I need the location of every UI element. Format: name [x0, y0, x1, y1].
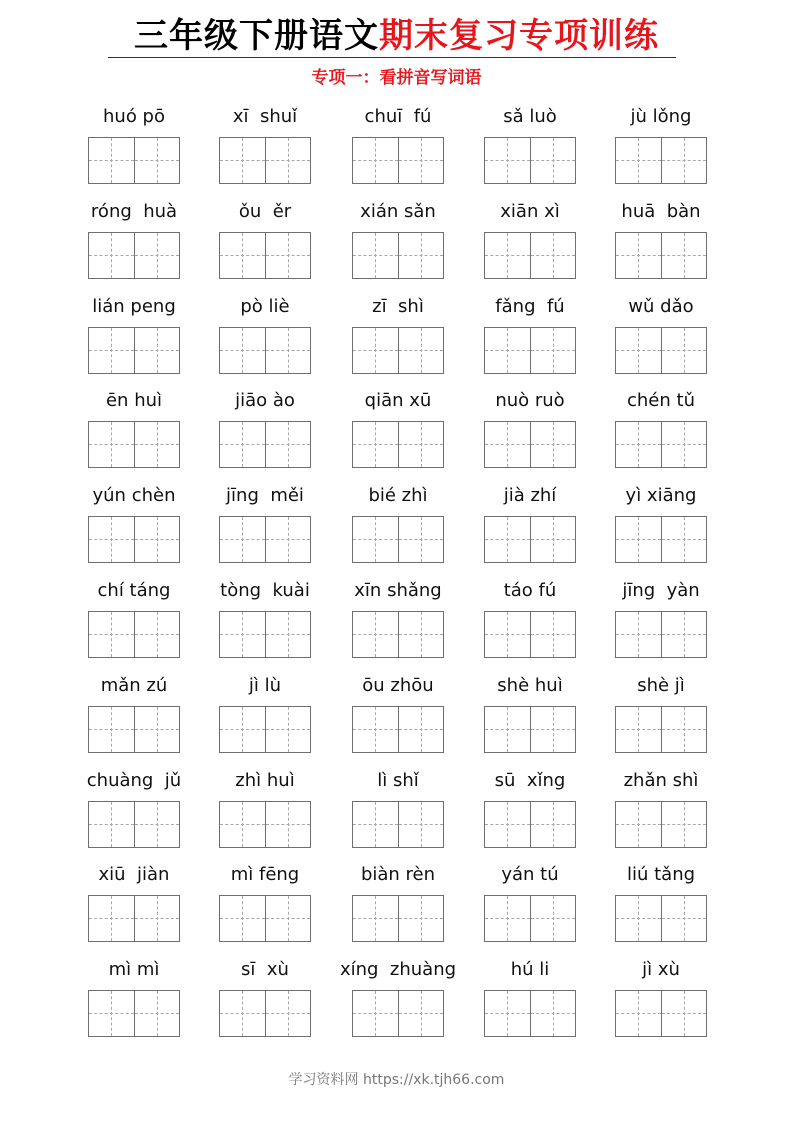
- pinyin-label: xiān xì: [500, 201, 560, 222]
- tianzige-box[interactable]: [485, 233, 530, 278]
- pinyin-label: biàn rèn: [360, 864, 436, 885]
- tianzige-box[interactable]: [661, 422, 706, 467]
- tianzige-box[interactable]: [530, 707, 575, 752]
- pinyin-label: fǎng fú: [495, 296, 565, 317]
- tianzige-box[interactable]: [398, 707, 443, 752]
- tianzige-box[interactable]: [616, 612, 661, 657]
- tianzige-box[interactable]: [89, 802, 134, 847]
- character-writing-boxes[interactable]: [352, 421, 444, 468]
- tianzige-box[interactable]: [485, 991, 530, 1036]
- tianzige-box[interactable]: [134, 328, 179, 373]
- tianzige-box[interactable]: [220, 517, 265, 562]
- tianzige-box[interactable]: [265, 328, 310, 373]
- tianzige-box[interactable]: [485, 422, 530, 467]
- tianzige-box[interactable]: [353, 233, 398, 278]
- pinyin-label: chén tǔ: [627, 390, 695, 411]
- pinyin-label: ōu zhōu: [362, 675, 434, 696]
- pinyin-label: jì lù: [248, 675, 282, 696]
- pinyin-label: chuī fú: [364, 106, 432, 127]
- character-writing-boxes[interactable]: [352, 516, 444, 563]
- tianzige-box[interactable]: [220, 991, 265, 1036]
- character-writing-boxes[interactable]: [88, 990, 180, 1037]
- pinyin-label: sǎ luò: [503, 106, 557, 127]
- pinyin-label: yì xiāng: [625, 485, 697, 506]
- tianzige-box[interactable]: [398, 517, 443, 562]
- tianzige-box[interactable]: [265, 612, 310, 657]
- tianzige-box[interactable]: [265, 517, 310, 562]
- character-writing-boxes[interactable]: [615, 706, 707, 753]
- character-writing-boxes[interactable]: [219, 990, 311, 1037]
- tianzige-box[interactable]: [353, 707, 398, 752]
- tianzige-box[interactable]: [265, 896, 310, 941]
- tianzige-box[interactable]: [661, 896, 706, 941]
- tianzige-box[interactable]: [353, 802, 398, 847]
- tianzige-box[interactable]: [398, 328, 443, 373]
- pinyin-label: xīn shǎng: [354, 580, 442, 601]
- tianzige-box[interactable]: [530, 612, 575, 657]
- tianzige-box[interactable]: [398, 233, 443, 278]
- character-writing-boxes[interactable]: [615, 327, 707, 374]
- character-writing-boxes[interactable]: [484, 801, 576, 848]
- character-writing-boxes[interactable]: [219, 232, 311, 279]
- tianzige-box[interactable]: [485, 707, 530, 752]
- pinyin-label: jīng měi: [226, 485, 304, 506]
- tianzige-box[interactable]: [530, 896, 575, 941]
- tianzige-box[interactable]: [661, 328, 706, 373]
- pinyin-label: lián peng: [92, 296, 176, 317]
- character-writing-boxes[interactable]: [88, 232, 180, 279]
- tianzige-box[interactable]: [398, 802, 443, 847]
- tianzige-box[interactable]: [485, 138, 530, 183]
- character-writing-boxes[interactable]: [484, 895, 576, 942]
- tianzige-box[interactable]: [89, 138, 134, 183]
- tianzige-box[interactable]: [661, 233, 706, 278]
- pinyin-label: xián sǎn: [360, 201, 436, 222]
- character-writing-boxes[interactable]: [484, 327, 576, 374]
- tianzige-box[interactable]: [353, 422, 398, 467]
- character-writing-boxes[interactable]: [88, 516, 180, 563]
- pinyin-label: jīng yàn: [622, 580, 700, 601]
- tianzige-box[interactable]: [265, 422, 310, 467]
- tianzige-box[interactable]: [661, 991, 706, 1036]
- tianzige-box[interactable]: [616, 517, 661, 562]
- tianzige-box[interactable]: [530, 138, 575, 183]
- tianzige-box[interactable]: [134, 233, 179, 278]
- pinyin-label: chuàng jǔ: [86, 770, 182, 791]
- footer-source: 学习资料网 https://xk.tjh66.com: [288, 1072, 505, 1088]
- tianzige-box[interactable]: [265, 802, 310, 847]
- pinyin-label: yún chèn: [92, 485, 176, 506]
- tianzige-box[interactable]: [616, 138, 661, 183]
- pinyin-label: zī shì: [372, 296, 424, 317]
- character-writing-boxes[interactable]: [615, 895, 707, 942]
- character-writing-boxes[interactable]: [352, 137, 444, 184]
- title-review: 期末复习专项训练: [379, 16, 659, 56]
- tianzige-box[interactable]: [134, 422, 179, 467]
- character-writing-boxes[interactable]: [484, 990, 576, 1037]
- character-writing-boxes[interactable]: [484, 232, 576, 279]
- tianzige-box[interactable]: [616, 233, 661, 278]
- character-writing-boxes[interactable]: [615, 516, 707, 563]
- tianzige-box[interactable]: [353, 896, 398, 941]
- tianzige-box[interactable]: [530, 422, 575, 467]
- tianzige-box[interactable]: [134, 707, 179, 752]
- character-writing-boxes[interactable]: [615, 990, 707, 1037]
- tianzige-box[interactable]: [220, 138, 265, 183]
- tianzige-box[interactable]: [134, 138, 179, 183]
- character-writing-boxes[interactable]: [352, 327, 444, 374]
- pinyin-label: nuò ruò: [495, 390, 565, 411]
- tianzige-box[interactable]: [661, 612, 706, 657]
- tianzige-box[interactable]: [530, 802, 575, 847]
- tianzige-box[interactable]: [398, 138, 443, 183]
- character-writing-boxes[interactable]: [615, 801, 707, 848]
- tianzige-box[interactable]: [661, 517, 706, 562]
- character-writing-boxes[interactable]: [484, 611, 576, 658]
- tianzige-box[interactable]: [220, 233, 265, 278]
- character-writing-boxes[interactable]: [484, 421, 576, 468]
- tianzige-box[interactable]: [616, 328, 661, 373]
- tianzige-box[interactable]: [265, 707, 310, 752]
- pinyin-label: jià zhí: [503, 485, 557, 506]
- title-grade: 三年级下册语文: [134, 16, 379, 56]
- pinyin-label: chí táng: [97, 580, 171, 601]
- tianzige-box[interactable]: [134, 991, 179, 1036]
- pinyin-label: sī xù: [241, 959, 289, 980]
- pinyin-label: wǔ dǎo: [628, 296, 694, 317]
- tianzige-box[interactable]: [616, 707, 661, 752]
- pinyin-label: táo fú: [503, 580, 557, 601]
- character-writing-boxes[interactable]: [219, 421, 311, 468]
- pinyin-label: huā bàn: [621, 201, 701, 222]
- pinyin-label: jù lǒng: [630, 106, 692, 127]
- character-writing-boxes[interactable]: [88, 895, 180, 942]
- character-writing-boxes[interactable]: [484, 137, 576, 184]
- tianzige-box[interactable]: [89, 233, 134, 278]
- tianzige-box[interactable]: [485, 896, 530, 941]
- tianzige-box[interactable]: [220, 707, 265, 752]
- tianzige-box[interactable]: [89, 896, 134, 941]
- tianzige-box[interactable]: [89, 991, 134, 1036]
- tianzige-box[interactable]: [616, 422, 661, 467]
- pinyin-label: jì xù: [642, 959, 680, 980]
- character-writing-boxes[interactable]: [219, 611, 311, 658]
- tianzige-box[interactable]: [134, 896, 179, 941]
- tianzige-box[interactable]: [220, 802, 265, 847]
- pinyin-label: mǎn zú: [100, 675, 168, 696]
- tianzige-box[interactable]: [89, 517, 134, 562]
- tianzige-box[interactable]: [661, 138, 706, 183]
- tianzige-box[interactable]: [353, 138, 398, 183]
- character-writing-boxes[interactable]: [615, 611, 707, 658]
- pinyin-label: sū xǐng: [494, 770, 566, 791]
- tianzige-box[interactable]: [134, 517, 179, 562]
- pinyin-label: shè jì: [637, 675, 685, 696]
- tianzige-box[interactable]: [485, 802, 530, 847]
- tianzige-box[interactable]: [485, 517, 530, 562]
- tianzige-box[interactable]: [265, 991, 310, 1036]
- tianzige-box[interactable]: [485, 328, 530, 373]
- pinyin-label: lì shǐ: [377, 770, 419, 791]
- tianzige-box[interactable]: [485, 612, 530, 657]
- tianzige-box[interactable]: [89, 328, 134, 373]
- pinyin-label: jiāo ào: [235, 390, 295, 411]
- tianzige-box[interactable]: [134, 612, 179, 657]
- pinyin-label: yán tú: [501, 864, 559, 885]
- character-writing-boxes[interactable]: [352, 895, 444, 942]
- character-writing-boxes[interactable]: [352, 232, 444, 279]
- tianzige-box[interactable]: [398, 896, 443, 941]
- character-writing-boxes[interactable]: [219, 801, 311, 848]
- pinyin-label: tòng kuài: [220, 580, 310, 601]
- tianzige-box[interactable]: [265, 138, 310, 183]
- pinyin-label: xíng zhuàng: [339, 959, 457, 980]
- tianzige-box[interactable]: [353, 612, 398, 657]
- pinyin-label: huó pō: [103, 106, 165, 127]
- tianzige-box[interactable]: [220, 328, 265, 373]
- character-writing-boxes[interactable]: [219, 895, 311, 942]
- character-writing-boxes[interactable]: [219, 137, 311, 184]
- tianzige-box[interactable]: [353, 328, 398, 373]
- pinyin-label: hú li: [510, 959, 550, 980]
- character-writing-boxes[interactable]: [88, 327, 180, 374]
- character-writing-boxes[interactable]: [352, 990, 444, 1037]
- character-writing-boxes[interactable]: [352, 801, 444, 848]
- tianzige-box[interactable]: [616, 896, 661, 941]
- section-subtitle: 专项一：看拼音写词语: [311, 68, 482, 88]
- character-writing-boxes[interactable]: [484, 516, 576, 563]
- tianzige-box[interactable]: [265, 233, 310, 278]
- tianzige-box[interactable]: [220, 896, 265, 941]
- character-writing-boxes[interactable]: [615, 421, 707, 468]
- character-writing-boxes[interactable]: [219, 516, 311, 563]
- tianzige-box[interactable]: [530, 233, 575, 278]
- pinyin-label: shè huì: [497, 675, 563, 696]
- character-writing-boxes[interactable]: [88, 611, 180, 658]
- tianzige-box[interactable]: [661, 707, 706, 752]
- character-writing-boxes[interactable]: [219, 706, 311, 753]
- tianzige-box[interactable]: [353, 517, 398, 562]
- pinyin-label: ǒu ěr: [238, 201, 292, 222]
- tianzige-box[interactable]: [89, 707, 134, 752]
- tianzige-box[interactable]: [661, 802, 706, 847]
- tianzige-box[interactable]: [89, 422, 134, 467]
- pinyin-label: zhì huì: [235, 770, 295, 791]
- pinyin-label: xī shuǐ: [232, 106, 298, 127]
- pinyin-label: qiān xū: [364, 390, 432, 411]
- tianzige-box[interactable]: [353, 991, 398, 1036]
- tianzige-box[interactable]: [616, 802, 661, 847]
- tianzige-box[interactable]: [398, 422, 443, 467]
- character-writing-boxes[interactable]: [88, 801, 180, 848]
- character-writing-boxes[interactable]: [352, 611, 444, 658]
- pinyin-label: liú tǎng: [626, 864, 696, 885]
- pinyin-label: zhǎn shì: [623, 770, 699, 791]
- character-writing-boxes[interactable]: [484, 706, 576, 753]
- tianzige-box[interactable]: [398, 612, 443, 657]
- character-writing-boxes[interactable]: [88, 137, 180, 184]
- character-writing-boxes[interactable]: [615, 232, 707, 279]
- character-writing-boxes[interactable]: [219, 327, 311, 374]
- pinyin-label: pò liè: [240, 296, 290, 317]
- pinyin-label: mì mì: [108, 959, 160, 980]
- tianzige-box[interactable]: [530, 517, 575, 562]
- tianzige-box[interactable]: [530, 991, 575, 1036]
- pinyin-label: xiū jiàn: [98, 864, 170, 885]
- tianzige-box[interactable]: [220, 612, 265, 657]
- tianzige-box[interactable]: [530, 328, 575, 373]
- pinyin-label: bié zhì: [368, 485, 428, 506]
- tianzige-box[interactable]: [134, 802, 179, 847]
- tianzige-box[interactable]: [398, 991, 443, 1036]
- tianzige-box[interactable]: [89, 612, 134, 657]
- character-writing-boxes[interactable]: [88, 421, 180, 468]
- tianzige-box[interactable]: [616, 991, 661, 1036]
- tianzige-box[interactable]: [220, 422, 265, 467]
- character-writing-boxes[interactable]: [88, 706, 180, 753]
- character-writing-boxes[interactable]: [615, 137, 707, 184]
- pinyin-label: ēn huì: [105, 390, 163, 411]
- pinyin-label: róng huà: [90, 201, 178, 222]
- pinyin-label: mì fēng: [230, 864, 300, 885]
- character-writing-boxes[interactable]: [352, 706, 444, 753]
